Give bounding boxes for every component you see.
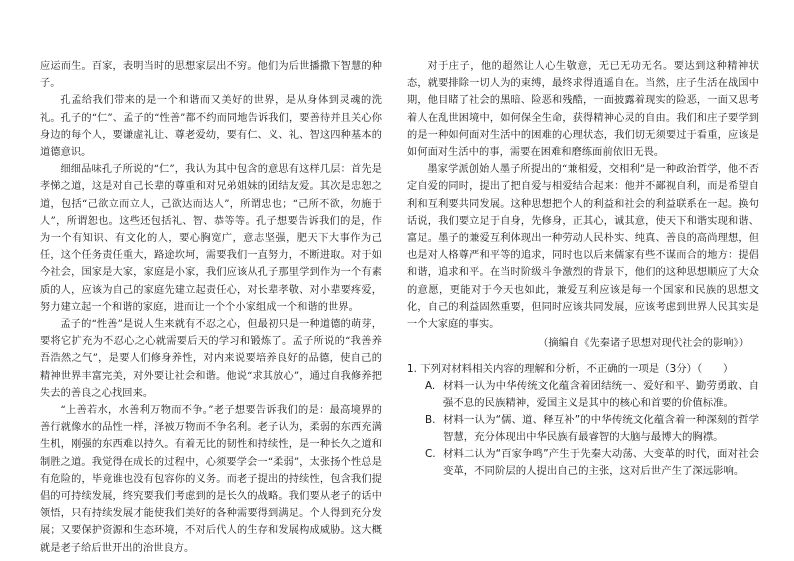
option-c: [425, 446, 759, 480]
paragraph: 孟子的“性善”是说人生来就有不忍之心，但最初只是一种道德的萌芽，要将它扩充为不忍心之心就需要后天的学习和锻炼了。孟子所说的“我善养吾浩然之气”，是要人们修身养性，对内来说要培养良好的品德，使自己的精神世界丰富完美，对外要让社会和谐。他说“求其放心”，通过自我修养把失去的善良之心找回来。: [40, 319, 382, 399]
left-column: [40, 58, 382, 557]
paragraph: 对于庄子，他的超然让人心生敬意，无已无功无名。要达到这种精神状态，就要排除一切人为的束缚，最终求得逍遥自在。当然，庄子生活在战国中期，他目睹了社会的黑暗、险恶和残酷，一面披露着现实的险恶，一面又思考着人在乱世困境中，如何保全生命，获得精神心灵的自由。我们和庄子要学到的是一种如何面对生活中的困难的心理状态，我们切无须要过于看重，应该是如何面对生活中的事，需要在困难和磨练面前依旧无畏。: [407, 61, 759, 159]
option-text: 材料一认为中华传统文化蕴含着团结统一、爱好和平、勤劳勇敢、自强不息的民族精神，爱国主义是其中的核心和首要的价值标准。: [443, 380, 759, 410]
source-citation: （摘编自《先秦诸子思想对现代社会的影响》）: [538, 338, 749, 350]
paragraph: 细细品味孔子所说的“仁”，我认为其中包含的意思有这样几层：首先是孝悌之道，这是对自己长辈的尊重和对兄弟姐妹的团结友爱。其次是忠恕之道，包括“己欲立而立人，己欲达而达人”，所谓忠也；“己所不欲，勿施于人”，所谓恕也。这些还包括礼、智、恭等等。孔子想要告诉我们的是，作为一个有知识、有文化的人，要心胸宽广，意志坚强，肥天下大事作为己任，这个任务责任重大，路途坎坷，需要我们一直努力，不断进取。对于如今社会，国家是大家，家庭是小家，我们应该从孔子那里学到作为一个有素质的人，应该为自己的家庭先建立起责任心，对长辈孝敬、对小辈要疼爱，努力建立起一个和谐的家庭，进而让一个个小家组成一个和谐的世界。: [40, 164, 382, 313]
paragraph: 孔孟给我们带来的是一个和谐而又美好的世界，是从身体到灵魂的洗礼。孔子的“仁”、孟子的“性善”都不约而同地告诉我们，要善待并且关心你身边的每个人，要谦虚礼让、尊老爱幼，要有仁、义、礼、智这四种基本的道德意识。: [40, 95, 382, 159]
question-1: [407, 360, 759, 480]
option-text: 材料一认为“儒、道、释互补”的中华传统文化蕴含着一种深刻的哲学智慧，充分体现出中华民族有最睿智的大脑与最博大的胸襟。: [443, 414, 759, 444]
option-label: B.: [425, 414, 436, 427]
paragraph: 墨家学派创始人墨子所提出的“兼相爱，交相利”是一种政治哲学，他不否定自爱的同时，提出了把自爱与相爱结合起来：他并不鄙视自利，而是希望自利和互利要共同发展。这种思想把个人的利益和社会的利益联系在一起。换句话说，我们要立足于自身，先修身，正其心，诚其意，使天下和谐实现和谐、富足。墨子的兼爱互利体现出一种劳动人民朴实、纯真、善良的高尚理想，但也是对人格尊严和平等的追求，同时也以后来儒家有些不谋而合的地方：提倡和谐，追求和平。在当时阶级斗争激烈的背景下，他们的这种思想顺应了大众的意愿，更能对于今天也如此，兼爱互利应该是每一个国家和民族的思想文化，自己的利益固然重要，但同时应该共同发展，应该考虑到世界人民其实是一个大家庭的事实。: [407, 164, 759, 331]
option-label: A.: [425, 380, 436, 393]
option-a: [425, 378, 759, 412]
option-text: 材料二认为“百家争鸣”产生于先秦大动荡、大变革的时代，面对社会变革，不同阶层的人提出自己的主张，这对后世产生了深远影响。: [443, 448, 759, 478]
right-column: [407, 58, 759, 480]
paragraph: 应运而生。百家，表明当时的思想家层出不穷。他们为后世播撒下智慧的种子。: [40, 61, 382, 90]
paragraph: “上善若水，水善利万物而不争。”老子想要告诉我们的是：最高境界的善行就像水的品性一样，泽被万物而不争名利。老子认为，柔弱的东西充满生机，刚强的东西难以持久。有着无比的韧性和持续性，是一种长久之道和制胜之道。我觉得在成长的过程中，心须要学会一“柔弱”，太张扬个性总是有危险的，毕竟谁也没有包容你的义务。而老子提出的持续性，包含我们提倡的可持续发展，终究要我们考虑到的是长久的战略。我们要从老子的话中领悟，只有持续发展才能使我们美好的各种需要得到满足。个人得到充分发展；又要保护资源和生态环境，不对后代人的生存和发展构成威胁。这大概就是老子给后世开出的治世良方。: [40, 405, 382, 554]
question-stem: 1. 下列对材料相关内容的理解和分析，不正确的一项是（3分）（ ）: [407, 363, 734, 376]
option-b: [425, 412, 759, 446]
option-label: C.: [425, 448, 436, 461]
